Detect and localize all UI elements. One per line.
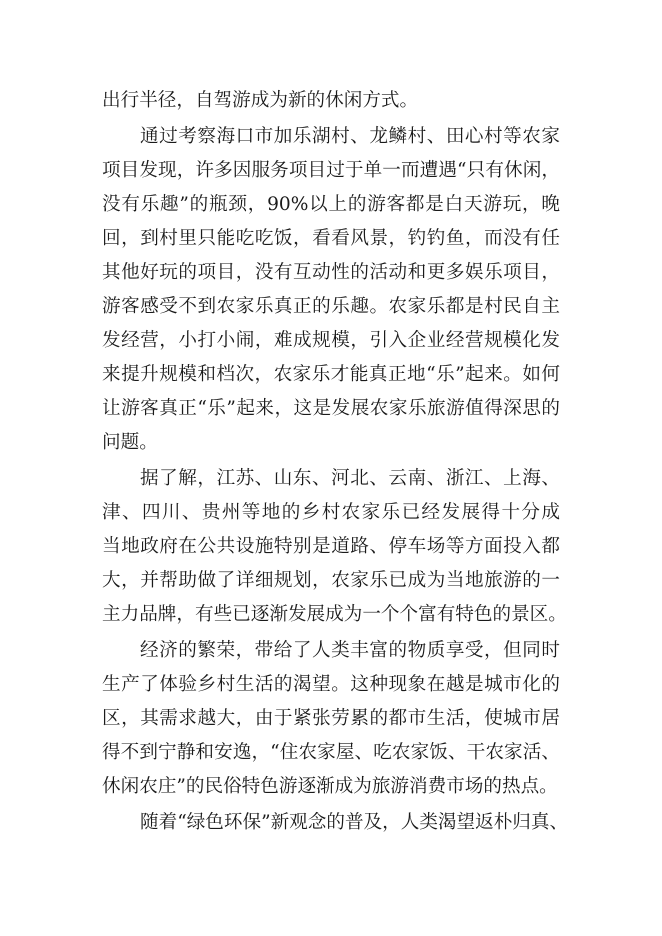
text-line: 休闲农庄”的民俗特色游逐渐成为旅游消费市场的热点。 [102,776,558,797]
text-line: 据了解，江苏、山东、河北、云南、浙江、上海、 [140,468,560,489]
text-line: 生产了体验乡村生活的渴望。这种现象在越是城市化的 [102,674,560,695]
paragraph-p2 [102,462,567,632]
text-line: 其他好玩的项目，没有互动性的活动和更多娱乐项目， [102,262,560,283]
text-line: 随着“绿色环保”新观念的普及，人类渴望返朴归真、 [140,812,569,833]
text-line: 当地政府在公共设施特别是道路、停车场等方面投入都 [102,536,560,557]
text-line: 通过考察海口市加乐湖村、龙鳞村、田心村等农家 [140,126,560,147]
text-line: 来提升规模和档次，农家乐才能真正地“乐”起来。如何 [102,364,560,385]
text-line: 得不到宁静和安逸，“住农家屋、吃农家饭、干农家活、 [102,742,560,763]
paragraph-p1 [102,120,560,460]
text-line: 项目发现，许多因服务项目过于单一而遭遇“只有休闲， [102,160,560,181]
paragraph-p4 [102,806,569,840]
paragraph-p3 [102,634,560,804]
text-line: 出行半径，自驾游成为新的休闲方式。 [102,90,419,111]
text-line: 游客感受不到农家乐真正的乐趣。农家乐都是村民自主 [102,296,560,317]
paragraph-p0 [102,84,560,118]
text-line: 经济的繁荣，带给了人类丰富的物质享受，但同时 [140,640,560,661]
text-line: 回，到村里只能吃吃饭，看看风景，钓钓鱼，而没有任 [102,228,560,249]
text-line: 大，并帮助做了详细规划，农家乐已成为当地旅游的一 [102,570,560,591]
text-line: 主力品牌，有些已逐渐发展成为一个个富有特色的景区。 [102,604,567,625]
text-line: 没有乐趣”的瓶颈，90%以上的游客都是白天游玩，晚 [102,194,560,215]
text-line: 让游客真正“乐”起来，这是发展农家乐旅游值得深思的 [102,398,560,419]
text-line: 问题。 [102,432,158,453]
text-line: 区，其需求越大，由于紧张劳累的都市生活，使城市居 [102,708,560,729]
document-body [102,84,569,840]
text-line: 津、四川、贵州等地的乡村农家乐已经发展得十分成 [102,502,560,523]
text-line: 发经营，小打小闹，难成规模，引入企业经营规模化发 [102,330,560,351]
